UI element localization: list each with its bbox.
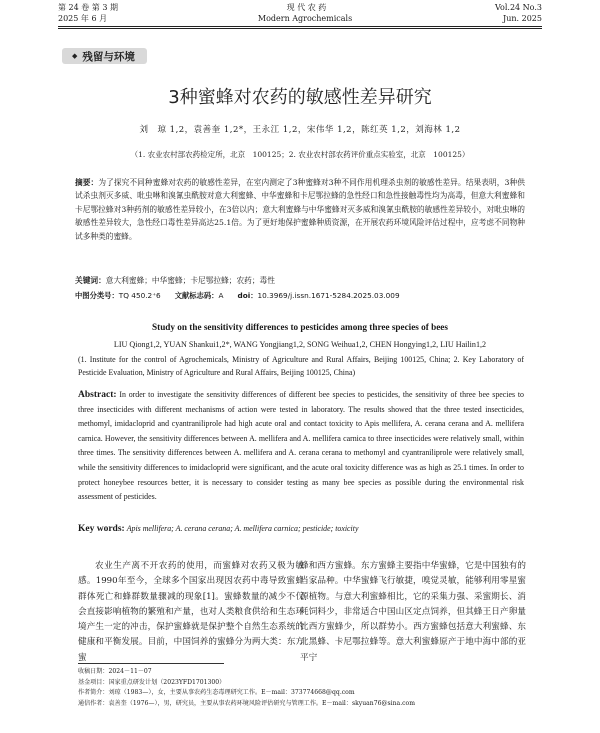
clc-label: 中图分类号：: [75, 291, 119, 300]
body-paragraph: 农业生产离不开农药的使用，而蜜蜂对农药又极为敏感。1990年至今，全球多个国家出现因农药中毒导致蜜蜂群体死亡和蜂群数量骤减的现象[1]。蜜蜂数量的减少不仅会直接影响植物的繁殖和产量，也对人类粮食供给和生态环境产生一定的冲击，保护蜜蜂就是保护整个自然生态系统的健康和平衡发展。目前，中国饲养的蜜蜂分为两大类：东方蜜: [78, 561, 304, 663]
abstract-en-label: Abstract:: [78, 390, 117, 400]
footnotes: [78, 667, 538, 709]
abstract-cn-label: 摘要：: [75, 178, 99, 187]
footnote-rule: [78, 663, 224, 664]
clc-value: TQ 450.2⁺6: [118, 291, 161, 300]
section-tag-label: 残留与环境: [82, 50, 135, 63]
english-affiliation: (1. Institute for the control of Agrochemicals, Ministry of Agriculture and Rural Affairs, Beijing 100125, China; 2. Key Laboratory of Pesticide Evaluation, Ministry of Agriculture and Rural Affairs, Beijing 100125, China): [78, 355, 524, 377]
journal-name-en: Modern Agrochemicals: [257, 14, 353, 23]
issue-date-en: Jun. 2025: [503, 14, 542, 23]
journal-name-cn: 现 代 农 药: [286, 3, 327, 12]
section-tag: [62, 48, 147, 64]
issue-date: 2025 年 6 月: [58, 14, 108, 23]
paper-title: 3种蜜蜂对农药的敏感性差异研究: [168, 87, 432, 108]
abstract-en: [78, 388, 524, 505]
abstract-en-text: In order to investigate the sensitivity differences of different bee species to pesticides, the sensitivity of three bee species to three insecticides with different mechanisms of action were tested in laboratory. The results showed that the three tested insecticides, methomyl, imidacloprid and cyantraniliprole had high acute oral and contact toxicity to Apis mellifera, A. cerana cerana and A. mellifera carnica. However, the sensitivity differences between A. mellifera and A. mellifera carnica to three insecticides were relatively small, within three times. The sensitivity differences between A. mellifera and A. cerana cerana to methomyl and cyantraniliprole were relatively small, while the sensitivity differences to imidacloprid were significant, and the acute oral toxicity difference was as high as 25.1 times. In order to protect honeybee resources better, it is necessary to consider testing as many bee species as possible during the environmental risk assessment of pesticides.: [78, 390, 524, 502]
doi-value: 10.3969/j.issn.1671-5284.2025.03.009: [257, 291, 400, 300]
doi-label: doi：: [237, 291, 258, 300]
body-column-right: [300, 559, 526, 666]
english-authors: LIU Qiong1,2, YUAN Shankui1,2*, WANG Yongjiang1,2, SONG Weihua1,2, CHEN Hongying1,2, LIU Hailin1,2: [113, 340, 487, 349]
header-rule: [58, 26, 542, 27]
keywords-cn-text: 意大利蜜蜂；中华蜜蜂；卡尼鄂拉蜂；农药；毒性: [105, 276, 275, 285]
abstract-cn-text: 为了探究不同种蜜蜂对农药的敏感性差异，在室内测定了3种蜜蜂对3种不同作用机理杀虫剂的敏感性差异。结果表明，3种供试杀虫剂灭多威、吡虫啉和溴氰虫酰胺对意大利蜜蜂、中华蜜蜂和卡尼鄂拉蜂的急性经口和急性接触毒性均为高毒，但意大利蜜蜂和卡尼鄂拉蜂对3种药剂的敏感性差异较小，在3倍以内；意大利蜜蜂与中华蜜蜂对灭多威和溴氰虫酰胺的敏感性差异较小，对吡虫啉的敏感性差异较大，急性经口毒性差异高达25.1倍。为了更好地保护蜜蜂种质资源，在开展农药环境风险评估过程中，应考虑不同物种试多种类的蜜蜂。: [75, 178, 525, 241]
keywords-cn: [75, 274, 525, 287]
doc-code-label: 文献标志码：: [174, 291, 219, 300]
fund-info: 基金项目：国家重点研发计划（2023YFD1701300）: [78, 678, 226, 686]
body-column-left: [78, 559, 304, 666]
doc-code-value: A: [218, 291, 224, 300]
affiliation: （1. 农业农村部农药检定所，北京 100125；2. 农业农村部农药评价重点实验室，北京 100125）: [130, 150, 470, 159]
keywords-en-text: Apis mellifera; A. cerana cerana; A. mellifera carnica; pesticide; toxicity: [126, 524, 359, 533]
volume-issue: 第 24 卷 第 3 期: [58, 3, 118, 12]
volume-issue-en: Vol.24 No.3: [495, 3, 542, 12]
body-paragraph-cont: 蜂和西方蜜蜂。东方蜜蜂主要指中华蜜蜂，它是中国独有的当家品种。中华蜜蜂飞行敏捷，嗅觉灵敏，能够利用零星蜜源植物。与意大利蜜蜂相比，它的采集力强、采蜜期长、消耗饲料少，非常适合中国山区定点饲养，但其蜂王日产卵量比西方蜜蜂少，所以群势小。西方蜜蜂包括意大利蜜蜂、东北黑蜂、卡尼鄂拉蜂等。意大利蜜蜂原产于地中海中部的亚平宁: [300, 561, 526, 663]
english-title: Study on the sensitivity differences to pesticides among three species of bees: [152, 322, 448, 332]
abstract-cn: [75, 176, 525, 243]
author-bio: 作者简介：刘琼（1983—），女，主要从事农药生态毒理研究工作。E－mail：373774668@qq.com: [78, 689, 355, 696]
keywords-cn-label: 关键词：: [75, 276, 106, 285]
author-list: 刘 琼 1,2，袁善奎 1,2*，王永江 1,2，宋伟华 1,2，陈红英 1,2，刘海林 1,2: [139, 125, 461, 135]
running-header: [58, 2, 542, 28]
received-date: 收稿日期：2024－11－07: [78, 668, 152, 675]
classification-line: [75, 289, 525, 302]
keywords-en: [78, 524, 524, 534]
diamond-icon: ◆: [72, 52, 78, 60]
corresponding-author: 通信作者：袁善奎（1976—），男，研究员，主要从事农药环境风险评估研究与管理工作。E－mail：skyuan76@sina.com: [78, 699, 415, 707]
header-rule-thin: [58, 28, 542, 29]
keywords-en-label: Key words:: [78, 524, 125, 534]
